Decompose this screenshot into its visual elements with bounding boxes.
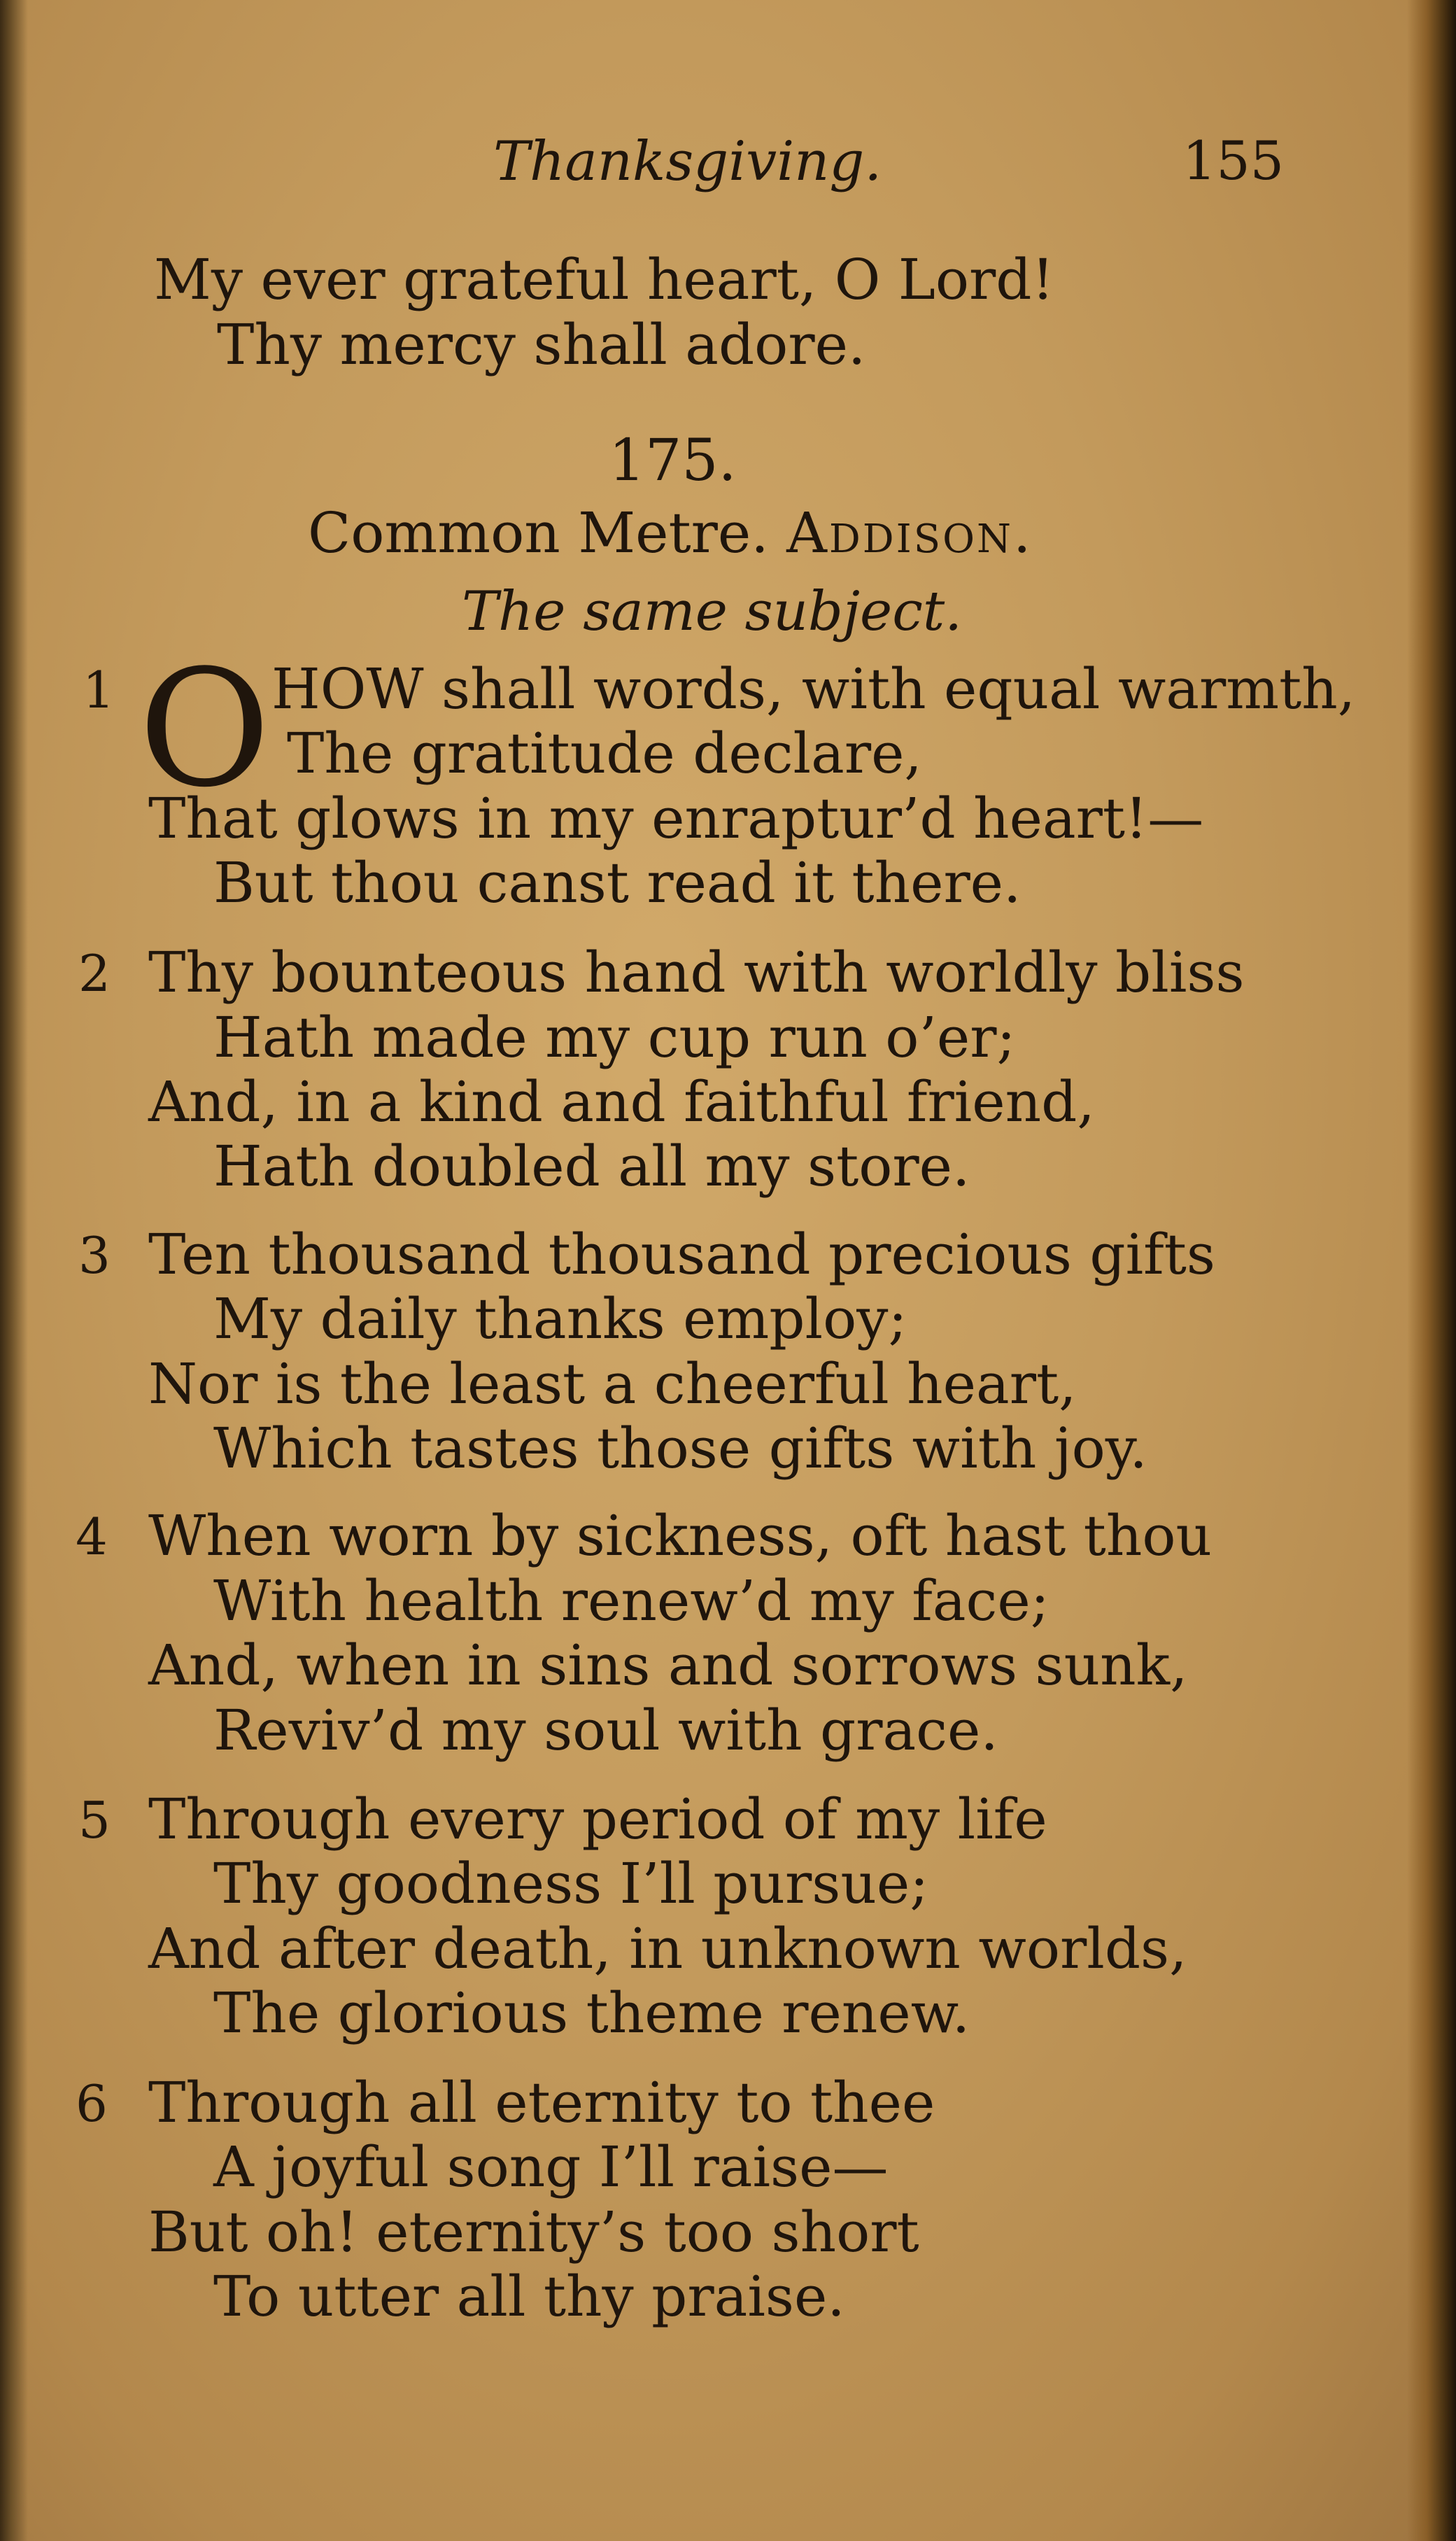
hymn-author: Addison. (786, 500, 1033, 565)
verse-line: The gratitude declare, (287, 721, 922, 786)
verse-line: But oh! eternity’s too short (148, 2199, 919, 2265)
drop-cap: O (139, 636, 271, 823)
verse-line: Hath made my cup run o’er; (213, 1005, 1016, 1070)
verse-line: A joyful song I’ll raise— (213, 2134, 889, 2199)
carryover-line: Thy mercy shall adore. (217, 312, 866, 377)
page-gutter-shadow (0, 0, 28, 2541)
verse-line: Through every period of my life (148, 1787, 1047, 1852)
verse-line: With health renew’d my face; (213, 1568, 1049, 1633)
verse-line: The glorious theme renew. (213, 1980, 970, 2046)
hymn-metre: Common Metre. (308, 500, 769, 565)
verse-line: Thy goodness I’ll pursue; (213, 1851, 929, 1916)
verse-line: And, when in sins and sorrows sunk, (148, 1633, 1188, 1698)
verse-line: Through all eternity to thee (148, 2070, 935, 2135)
running-title: Thanksgiving. (493, 130, 882, 193)
verse-line: Nor is the least a cheerful heart, (148, 1351, 1077, 1416)
verse-number: 4 (76, 1507, 108, 1566)
page-number: 155 (1182, 129, 1285, 192)
verse-line: And after death, in unknown worlds, (148, 1916, 1187, 1981)
verse-line: But thou canst read it there. (213, 850, 1022, 915)
verse-number: 5 (78, 1791, 111, 1850)
verse-line: And, in a kind and faithful friend, (148, 1069, 1095, 1134)
verse-number: 2 (78, 944, 111, 1003)
hymn-metre-line (308, 500, 1033, 565)
verse-line: My daily thanks employ; (213, 1286, 907, 1351)
verse-line: To utter all thy praise. (213, 2264, 845, 2329)
verse-line: Ten thousand thousand precious gifts (148, 1222, 1215, 1287)
verse-line: Reviv’d my soul with grace. (213, 1698, 998, 1763)
verse-line: Hath doubled all my store. (213, 1134, 970, 1199)
hymn-number: 175. (609, 428, 737, 494)
verse-number: 3 (78, 1226, 111, 1285)
verse-line: That glows in my enraptur’d heart!— (148, 786, 1204, 851)
hymn-subject: The same subject. (462, 580, 963, 643)
verse-line: When worn by sickness, oft hast thou (148, 1503, 1213, 1568)
verse-number: 6 (76, 2074, 108, 2133)
page-edge-shadow (1407, 0, 1456, 2541)
verse-number: 1 (83, 661, 115, 719)
verse-line: Thy bounteous hand with worldly bliss (148, 940, 1245, 1005)
carryover-line: My ever grateful heart, O Lord! (154, 247, 1054, 312)
verse-line: HOW shall words, with equal warmth, (271, 656, 1356, 722)
verse-line: Which tastes those gifts with joy. (213, 1416, 1147, 1481)
